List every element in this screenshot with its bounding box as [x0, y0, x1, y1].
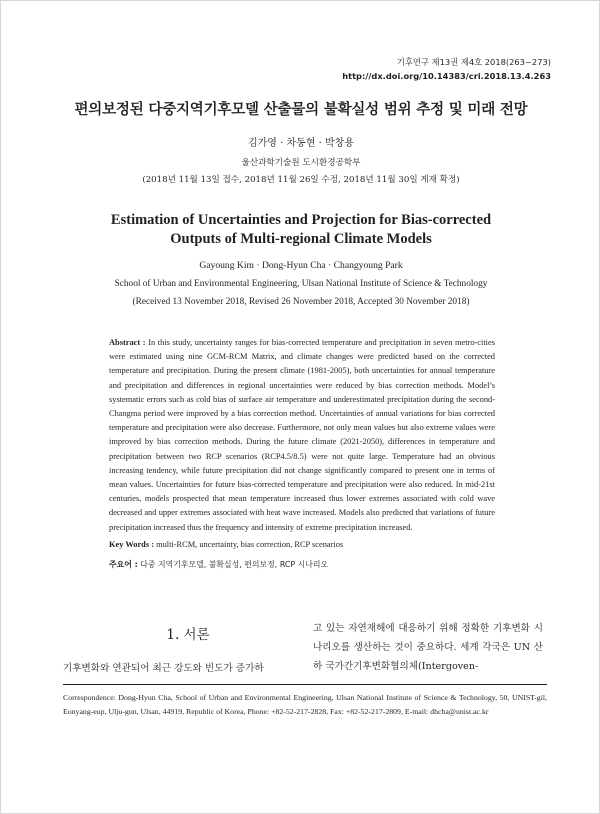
journal-reference: 기후연구 제13권 제4호 2018(263~273) — [396, 57, 551, 67]
abstract-text: In this study, uncertainty ranges for bias-corrected temperature and precipitation in seven metro-cities were estimated using nine GCM-RCM Matrix, and climate changes were predicted based on the corrected temperature and precipitation. During the present climate (1981-2005), both uncertainties for annual temperature and precipitation and differences in regional uncertainties were reduced by bias correction methods. Model’s systematic errors such as cold bias of surface air temperature and underestimated precipitation during the second-Changma period were improved by a bias correction method. Uncertainties of annual variations for bias corrected temperature and precipitation were also decrease. Furthermore, not only mean values but also extreme values were improved by bias correction methods. During the future climate (2021-2050), differences in temperature and precipitation between two RCP scenarios (RCP4.5/8.5) were not quite large. Temperature had an obvious increasing tendency, while future precipitation did not change significantly compared to present one in terms of mean values. Uncertainties for future bias-corrected temperature and precipitation were also reduced. In mid-21st centuries, models prospected that mean temperature increased thus lower extremes associated with cold wave decreased and upper extremes associated with heat wave increased. Models also predicted that variations of future precipitation increased thus the frequency and intensity of extreme precipitation increased. — [109, 338, 495, 532]
abstract-label: Abstract : — [109, 338, 146, 347]
english-affiliation: School of Urban and Environmental Engineering, Ulsan National Institute of Science & Technology — [114, 279, 488, 289]
abstract — [109, 336, 495, 535]
english-authors: Gayoung Kim · Dong-Hyun Cha · Changyoung Park — [199, 260, 403, 271]
korean-dates: (2018년 11월 13일 접수, 2018년 11월 26일 수정, 2018년 11월 30일 게재 확정) — [142, 175, 460, 185]
english-dates: (Received 13 November 2018, Revised 26 November 2018, Accepted 30 November 2018) — [132, 297, 470, 307]
keywords-korean — [109, 559, 495, 570]
body-left-column: 기후변화와 연관되어 최근 강도와 빈도가 증가하 — [63, 663, 264, 674]
footnote-divider — [63, 684, 547, 685]
keywords-korean-text: 다중 지역기후모델, 불확실성, 편의보정, RCP 시나리오 — [140, 560, 329, 569]
korean-title: 편의보정된 다중지역기후모델 산출물의 불확실성 범위 추정 및 미래 전망 — [74, 101, 528, 118]
english-title — [1, 211, 600, 249]
doi-link[interactable]: http://dx.doi.org/10.14383/cri.2018.13.4.263 — [342, 71, 551, 81]
correspondence-footnote: Correspondence: Dong-Hyun Cha, School of Urban and Environmental Engineering, Ulsan National Institute of Science & Technology, 50, UNIST-gil, Eonyang-eup, Ulju-gun, Ulsan, 44919, Republic of Korea, Phone: +82-52-217-2828, Fax: +82-52-217-2809, E-mail: dhcha@unist.ac.kr — [63, 693, 547, 717]
keywords-label: Key Words : — [109, 540, 154, 549]
korean-affiliation: 울산과학기술원 도시환경공학부 — [241, 158, 361, 168]
keywords-text: multi-RCM, uncertainty, bias correction, RCP scenarios — [156, 540, 344, 549]
keywords-korean-label: 주요어 : — [109, 560, 138, 569]
english-title-line-2: Outputs of Multi-regional Climate Models — [170, 231, 432, 247]
section-heading: 1. 서론 — [166, 627, 210, 643]
korean-authors: 김가영 · 차동현 · 박창용 — [247, 138, 354, 149]
english-title-line-1: Estimation of Uncertainties and Projection for Bias-corrected — [110, 212, 492, 228]
journal-header — [342, 55, 551, 83]
keywords — [109, 540, 495, 549]
body-right-column: 고 있는 자연재해에 대응하기 위해 정확한 기후변화 시나리오를 생산하는 것이 중요하다. 세계 각국은 UN 산하 국가간기후변화협의체(Intergoven- — [313, 623, 543, 672]
